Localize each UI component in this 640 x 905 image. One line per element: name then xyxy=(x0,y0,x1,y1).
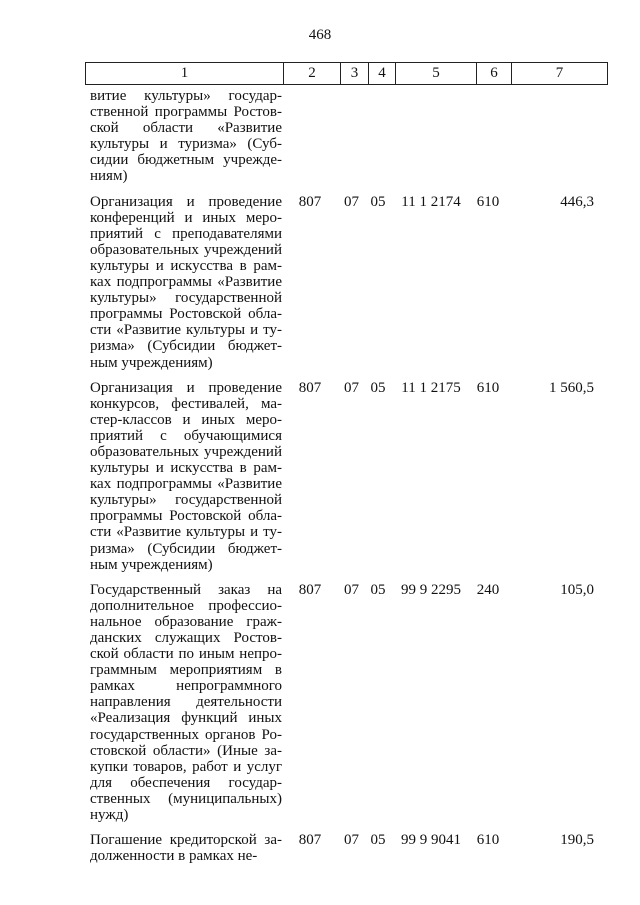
description-line: дополнительное профессио- xyxy=(90,597,282,614)
cell-column-3: 07 xyxy=(344,379,359,396)
description-line: «Реализация функций иных xyxy=(90,710,282,727)
description-line: для обеспечения государ- xyxy=(90,774,282,791)
description-line: нальное образование граж- xyxy=(90,613,282,630)
cell-column-4: 05 xyxy=(370,379,386,396)
cell-column-7: 190,5 xyxy=(560,832,594,849)
cell-column-6: 240 xyxy=(476,581,500,598)
description-line: Государственный заказ на xyxy=(90,581,282,598)
description-line: программы Ростовской обла- xyxy=(90,306,282,323)
description-line: ской области по иным непро- xyxy=(90,646,282,663)
description-line: культуры и искусства в рам- xyxy=(90,460,282,477)
cell-column-7: 446,3 xyxy=(560,193,594,210)
cell-column-3: 07 xyxy=(344,193,359,210)
description-line: культуры» государственной xyxy=(90,492,282,509)
cell-column-4: 05 xyxy=(370,581,386,598)
cell-column-5: 99 9 9041 xyxy=(401,832,461,849)
cell-column-2: 807 xyxy=(298,193,322,210)
description-line: программы Ростовской обла- xyxy=(90,508,282,525)
description-line: Погашение кредиторской за- xyxy=(90,832,282,849)
description-line: ным учреждениям) xyxy=(90,556,213,573)
description-line: культуры и искусства в рам- xyxy=(90,257,282,274)
cell-column-4 xyxy=(365,88,391,185)
description-line: приятий с преподавателями xyxy=(90,225,282,242)
description-line: купки товаров, работ и услуг xyxy=(90,758,282,775)
description-line: культуры и туризма» (Суб- xyxy=(90,136,282,153)
page-number: 468 xyxy=(308,27,332,43)
cell-column-2 xyxy=(282,88,338,185)
column-header-3: 3 xyxy=(341,63,369,85)
table-row xyxy=(85,194,600,371)
description-line: рамках непрограммного xyxy=(90,678,282,695)
table-row xyxy=(85,582,600,823)
cell-column-2: 807 xyxy=(298,581,322,598)
column-header-5: 5 xyxy=(396,63,477,85)
row-description xyxy=(85,88,282,185)
description-line: данских служащих Ростов- xyxy=(90,630,282,646)
cell-column-7: 1 560,5 xyxy=(549,379,594,396)
cell-column-6: 610 xyxy=(476,193,500,210)
description-line: сти «Развитие культуры и ту- xyxy=(90,322,282,339)
description-line: витие культуры» государ- xyxy=(90,88,282,104)
cell-column-2: 807 xyxy=(298,832,322,849)
cell-column-6: 610 xyxy=(476,832,500,849)
column-header-7: 7 xyxy=(512,63,608,85)
cell-column-3 xyxy=(338,88,365,185)
description-line: ках подпрограммы «Развитие xyxy=(90,274,282,291)
description-line: конкурсов, фестивалей, ма- xyxy=(90,395,282,412)
description-line: образовательных учреждений xyxy=(90,241,282,258)
description-line: граммным мероприятиям в xyxy=(90,662,282,679)
table-row xyxy=(85,380,600,573)
row-description xyxy=(85,194,282,371)
description-line: ках подпрограммы «Развитие xyxy=(90,476,282,493)
description-line: сидии бюджетным учрежде- xyxy=(90,152,282,169)
budget-table-body xyxy=(85,88,600,864)
description-line: ственной программы Ростов- xyxy=(90,104,282,121)
cell-column-5 xyxy=(391,88,471,185)
column-header-6: 6 xyxy=(477,63,512,85)
row-description xyxy=(85,832,282,864)
description-line: ниям) xyxy=(90,168,128,185)
cell-column-4: 05 xyxy=(370,832,386,849)
cell-column-5: 11 1 2174 xyxy=(401,193,461,210)
description-line: образовательных учреждений xyxy=(90,443,282,460)
column-header-2: 2 xyxy=(284,63,341,85)
description-line: культуры» государственной xyxy=(90,290,282,307)
description-line: стер-классов и иных меро- xyxy=(90,411,282,428)
description-line: ризма» (Субсидии бюджет- xyxy=(90,338,282,355)
table-row xyxy=(85,88,600,185)
cell-column-4: 05 xyxy=(370,193,386,210)
description-line: ризма» (Субсидии бюджет- xyxy=(90,540,282,557)
cell-column-5: 99 9 2295 xyxy=(401,581,461,598)
table-row xyxy=(85,832,600,864)
row-description xyxy=(85,380,282,573)
description-line: стовской области» (Иные за- xyxy=(90,742,282,759)
description-line: приятий с обучающимися xyxy=(90,427,282,444)
description-line: направления деятельности xyxy=(90,694,282,711)
description-line: нужд) xyxy=(90,807,129,824)
cell-column-2: 807 xyxy=(298,379,322,396)
column-header-1: 1 xyxy=(86,63,284,85)
cell-column-7: 105,0 xyxy=(560,581,594,598)
cell-column-3: 07 xyxy=(344,832,359,849)
column-header-4: 4 xyxy=(369,63,396,85)
description-line: ным учреждениям) xyxy=(90,354,213,371)
cell-column-7 xyxy=(505,88,600,185)
description-line: Организация и проведение xyxy=(90,379,282,396)
cell-column-6 xyxy=(471,88,505,185)
row-description xyxy=(85,582,282,823)
description-line: долженности в рамках не- xyxy=(90,848,258,865)
cell-column-6: 610 xyxy=(476,379,500,396)
description-line: конференций и иных меро- xyxy=(90,209,282,226)
cell-column-3: 07 xyxy=(344,581,359,598)
description-line: Организация и проведение xyxy=(90,193,282,210)
cell-column-5: 11 1 2175 xyxy=(401,379,461,396)
description-line: государственных органов Ро- xyxy=(90,726,282,743)
description-line: сти «Развитие культуры и ту- xyxy=(90,524,282,541)
description-line: ственных (муниципальных) xyxy=(90,790,282,807)
description-line: ской области «Развитие xyxy=(90,120,282,137)
column-header-table xyxy=(85,62,608,85)
